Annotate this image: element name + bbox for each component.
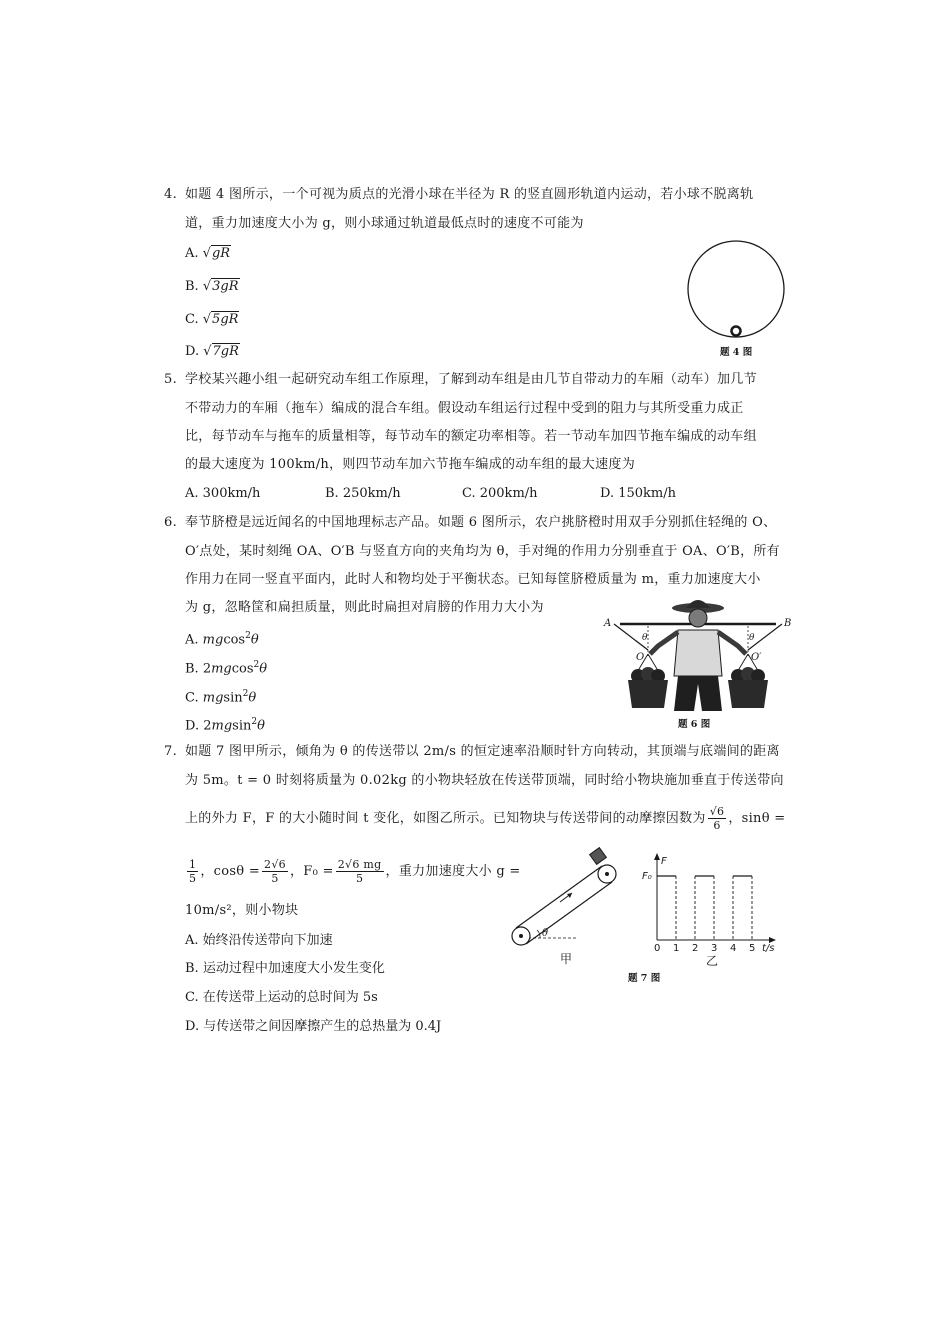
x-tick-label: 1 xyxy=(673,943,680,954)
y-axis-label: F xyxy=(661,856,667,867)
q6-option-b: B. 2mgcos$^2$θ xyxy=(185,660,268,677)
q4-line-1: 如题 4 图所示，一个可视为质点的光滑小球在半径为 R 的竖直圆形轨道内运动，若小球不脱离轨 xyxy=(185,187,754,202)
q6-line-3: 作用力在同一竖直平面内，此时人和物均处于平衡状态。已知每筐脐橙质量为 m，重力加速度大小 xyxy=(185,572,761,587)
circular-track xyxy=(688,241,784,337)
q7-line-5: 10m/s²，则小物块 xyxy=(185,903,299,918)
fig-a-label: 甲 xyxy=(560,952,573,966)
y-tick-f0: F₀ xyxy=(642,871,652,882)
conveyor-belt-figure xyxy=(506,848,626,948)
farmer-legs xyxy=(674,676,722,711)
label-theta-right: θ xyxy=(749,633,755,643)
label-o-prime: O′ xyxy=(751,652,762,663)
q7-option-d: D. 与传送带之间因摩擦产生的总热量为 0.4J xyxy=(185,1019,442,1034)
q7-line-3: 上的外力 F，F 的大小随时间 t 变化，如图乙所示。已知物块与传送带间的动摩擦因数为 $\frac{√6}{6}$ ，sinθ = xyxy=(185,805,786,832)
q4-line-2: 道，重力加速度大小为 g，则小球通过轨道最低点时的速度不可能为 xyxy=(185,216,584,231)
q4-option-b: B. √3gR xyxy=(185,279,239,294)
farmer-body xyxy=(674,630,722,676)
q6-figure-caption: 题 6 图 xyxy=(678,719,711,730)
farmer-figure xyxy=(598,596,798,714)
fig-b-label: 乙 xyxy=(706,954,719,968)
q5-option-a: A. 300km/h xyxy=(185,486,261,501)
q6-line-4: 为 g，忽略筐和扁担质量，则此时扁担对肩膀的作用力大小为 xyxy=(185,600,544,615)
q6-number: 6. xyxy=(164,515,178,530)
label-o: O xyxy=(636,652,645,663)
q4-option-c: C. √5gR xyxy=(185,312,239,327)
x-tick-label: 5 xyxy=(749,943,756,954)
q7-option-b: B. 运动过程中加速度大小发生变化 xyxy=(185,961,385,976)
q7-option-c: C. 在传送带上运动的总时间为 5s xyxy=(185,990,378,1005)
q6-line-2: O′点处，某时刻绳 OA、O′B 与竖直方向的夹角均为 θ，手对绳的作用力分别垂直于 OA、O′B，所有 xyxy=(185,544,780,559)
q7-figure-caption: 题 7 图 xyxy=(628,973,661,984)
label-a: A xyxy=(604,618,612,629)
q4-number: 4. xyxy=(164,187,178,202)
small-block xyxy=(590,848,607,865)
q7-line-2: 为 5m。t = 0 时刻将质量为 0.02kg 的小物块轻放在传送带顶端，同时给小物块施加垂直于传送带向 xyxy=(185,773,784,788)
q7-line-1: 如题 7 图甲所示，倾角为 θ 的传送带以 2m/s 的恒定速率沿顺时针方向转动，其顶端与底端间的距离 xyxy=(185,744,780,759)
q6-option-d: D. 2mgsin$^2$θ xyxy=(185,717,265,734)
label-theta-left: θ xyxy=(642,633,648,643)
left-basket xyxy=(628,667,668,708)
force-time-graph xyxy=(642,852,782,952)
q5-line-4: 的最大速度为 100km/h，则四节动车加六节拖车编成的动车组的最大速度为 xyxy=(185,457,636,472)
farmer-head xyxy=(689,609,707,627)
circular-track-figure xyxy=(686,240,786,340)
q6-option-a: A. mgcos$^2$θ xyxy=(185,631,259,648)
q7-number: 7. xyxy=(164,744,178,759)
q6-line-1: 奉节脐橙是远近闻名的中国地理标志产品。如题 6 图所示，农户挑脐橙时用双手分别抓住轻绳的 O、 xyxy=(185,515,777,530)
right-basket xyxy=(728,667,768,708)
theta-label: θ xyxy=(542,928,549,939)
x-tick-label: 2 xyxy=(692,943,699,954)
label-b: B xyxy=(784,618,792,629)
belt-bottom xyxy=(526,882,612,944)
q4-figure-caption: 题 4 图 xyxy=(720,347,753,358)
x-tick-label: 4 xyxy=(730,943,737,954)
q5-line-3: 比，每节动车与拖车的质量相等，每节动车的额定功率相等。若一节动车加四节拖车编成的动车组 xyxy=(185,429,757,444)
q5-option-c: C. 200km/h xyxy=(462,486,538,501)
q5-line-1: 学校某兴趣小组一起研究动车组工作原理，了解到动车组是由几节自带动力的车厢（动车）加几节 xyxy=(185,372,757,387)
q5-option-b: B. 250km/h xyxy=(325,486,401,501)
q5-line-2: 不带动力的车厢（拖车）编成的混合车组。假设动车组运行过程中受到的阻力与其所受重力成正 xyxy=(185,401,744,416)
ball xyxy=(732,327,741,336)
q7-option-a: A. 始终沿传送带向下加速 xyxy=(185,933,333,948)
x-tick-label: 0 xyxy=(654,943,661,954)
q4-option-a: A. √gR xyxy=(185,246,231,261)
q4-option-d: D. √7gR xyxy=(185,344,239,359)
q5-option-d: D. 150km/h xyxy=(600,486,676,501)
q5-number: 5. xyxy=(164,372,178,387)
x-axis-label: t/s xyxy=(762,943,775,954)
belt-top xyxy=(516,866,602,928)
q6-option-c: C. mgsin$^2$θ xyxy=(185,689,257,706)
x-tick-label: 3 xyxy=(711,943,718,954)
q7-line-4: $\frac{1}{5}$ ，cosθ = $\frac{2√6}{5}$ ，F₀ = $\frac{2√6 mg}{5}$ ，重力加速度大小 g = xyxy=(189,858,521,885)
